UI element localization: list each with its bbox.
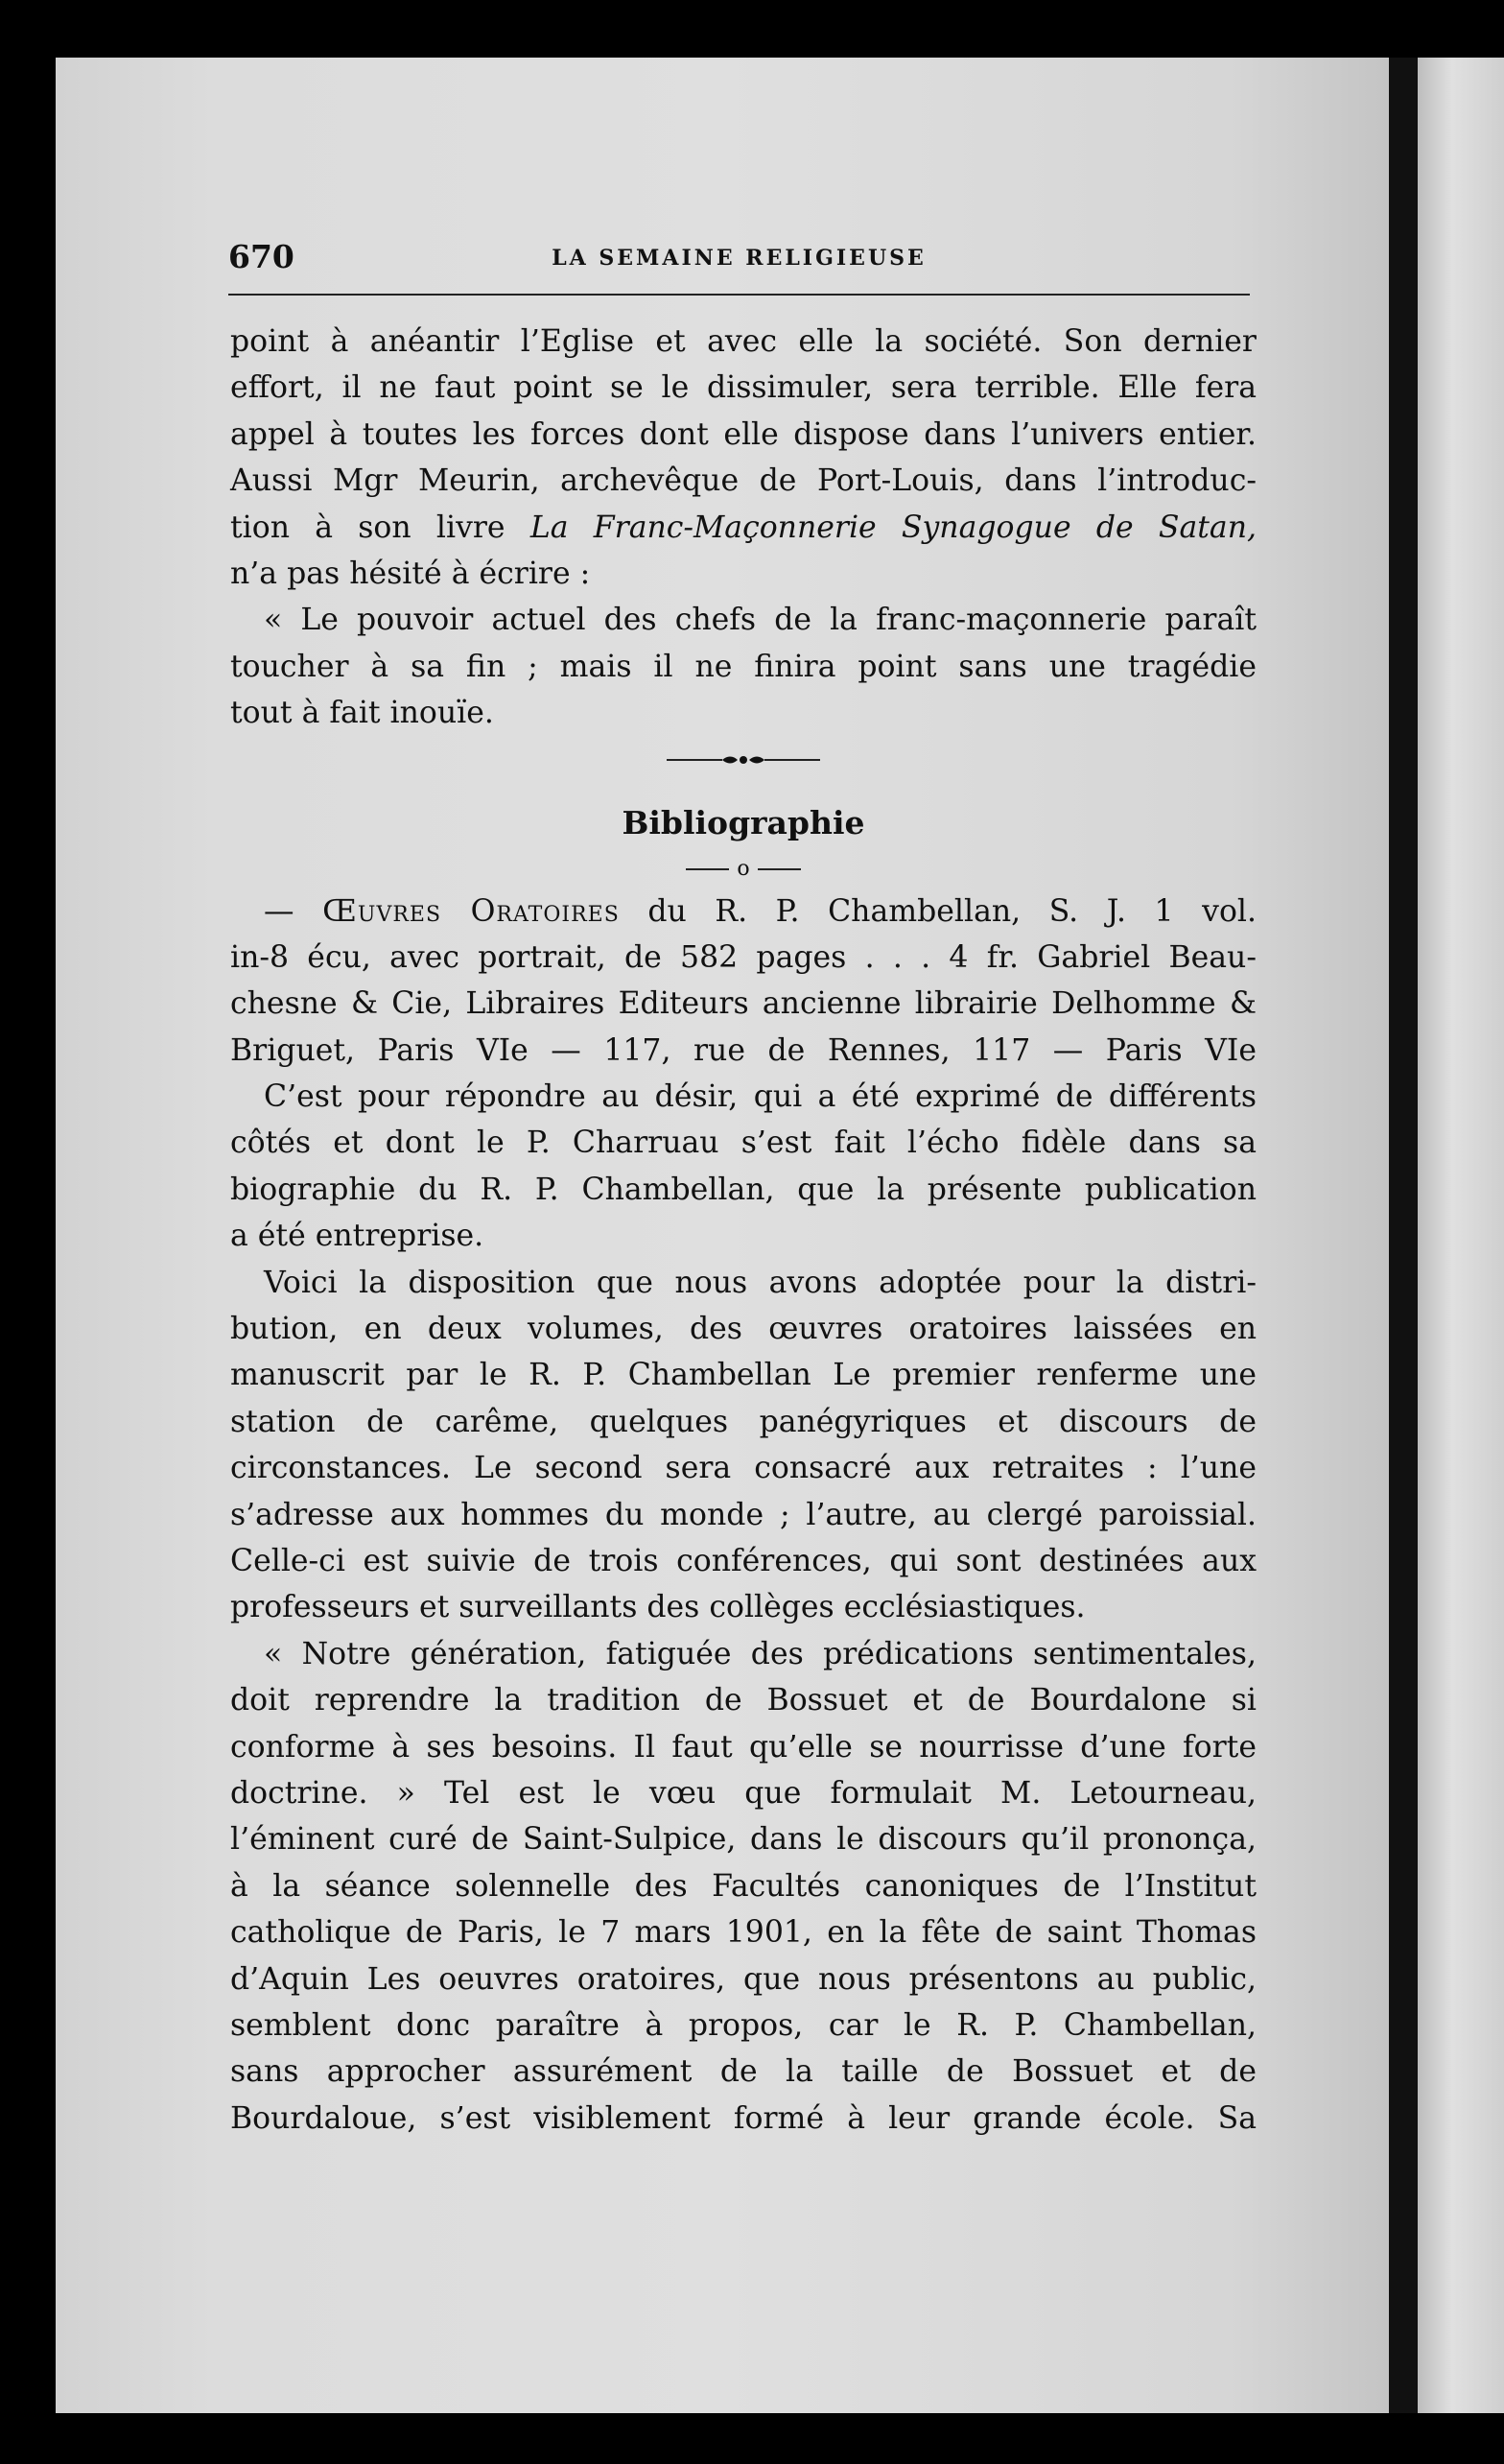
text-line: s’adresse aux hommes du monde ; l’autre, au clergé paroissial. — [230, 1497, 1257, 1532]
text-line — [230, 888, 1257, 935]
paragraph — [230, 1074, 1257, 1260]
text-segment: tion à son livre — [230, 509, 530, 545]
entry-dash: — — [264, 893, 323, 929]
book-title: La Franc-Maçonnerie Synagogue de Satan, — [529, 509, 1257, 545]
text-line: Aussi Mgr Meurin, archevêque de Port-Louis, dans l’introduc- — [230, 463, 1257, 499]
text-line: appel à toutes les forces dont elle dispose dans l’univers entier. — [230, 416, 1257, 452]
adjacent-page-edge — [1418, 58, 1504, 2413]
text-line: Voici la disposition que nous avons adoptée pour la distri- — [264, 1265, 1257, 1300]
text-line: point à anéantir l’Eglise et avec elle la société. Son dernier — [230, 324, 1257, 359]
text-line: doctrine. » Tel est le vœu que formulait M. Letourneau, — [230, 1775, 1257, 1811]
text-line: in-8 écu, avec portrait, de 582 pages . . . 4 fr. Gabriel Beau- — [230, 939, 1257, 975]
text-line: tout à fait inouïe. — [230, 696, 494, 731]
text-line: semblent donc paraître à propos, car le R. P. Chambellan, — [230, 2007, 1257, 2043]
paragraph-continuation — [230, 319, 1257, 597]
text-line: doit reprendre la tradition de Bossuet et de Bourdalone si — [230, 1683, 1257, 1718]
text-line: Briguet, Paris VIe — 117, rue de Rennes, 117 — Paris VIe — [230, 1032, 1257, 1068]
header-rule — [228, 294, 1250, 296]
text-line: chesne & Cie, Libraires Editeurs ancienne librairie Delhomme & — [230, 986, 1257, 1022]
text-line: « Notre génération, fatiguée des prédications sentimentales, — [264, 1636, 1257, 1671]
text-line: l’éminent curé de Saint-Sulpice, dans le discours qu’il prononça, — [230, 1822, 1257, 1858]
paragraph — [230, 1260, 1257, 1631]
text-line: C’est pour répondre au désir, qui a été exprimé de différents — [264, 1079, 1257, 1115]
text-line: catholique de Paris, le 7 mars 1901, en la fête de saint Thomas — [230, 1915, 1257, 1951]
text-line: côtés et dont le P. Charruau s’est fait l’écho fidèle dans sa — [230, 1125, 1257, 1161]
page-body — [230, 319, 1257, 2142]
text-line: circonstances. Le second sera consacré aux retraites : l’une — [230, 1451, 1257, 1486]
quotation — [230, 597, 1257, 736]
text-segment: du R. P. Chambellan, S. J. 1 vol. — [619, 893, 1257, 929]
section-divider — [230, 850, 1257, 888]
text-line: Bourdaloue, s’est visiblement formé à leur grande école. Sa — [230, 2100, 1257, 2136]
section-ornament — [230, 737, 1257, 796]
text-line: biographie du R. P. Chambellan, que la présente publication — [230, 1172, 1257, 1207]
text-line: d’Aquin Les oeuvres oratoires, que nous présentons au public, — [230, 1961, 1257, 1997]
text-line: toucher à sa fin ; mais il ne finira point sans une tragédie — [230, 649, 1257, 684]
entry-title: Œuvres Oratoires — [322, 893, 620, 929]
ornament-icon — [667, 750, 820, 770]
text-line: « Le pouvoir actuel des chefs de la franc-maçonnerie paraît — [264, 603, 1257, 638]
text-line: manuscrit par le R. P. Chambellan Le premier renferme une — [230, 1358, 1257, 1393]
text-line: Celle-ci est suivie de trois conférences, qui sont destinées aux — [230, 1543, 1257, 1578]
text-line: sans approcher assurément de la taille de Bossuet et de — [230, 2054, 1257, 2090]
text-line: effort, il ne faut point se le dissimuler, sera terrible. Elle fera — [230, 370, 1257, 406]
running-title: LA SEMAINE RELIGIEUSE — [552, 246, 927, 271]
text-line: bution, en deux volumes, des œuvres oratoires laissées en — [230, 1312, 1257, 1347]
text-line: station de carême, quelques panégyriques et discours de — [230, 1404, 1257, 1439]
text-line: à la séance solennelle des Facultés canoniques de l’Institut — [230, 1868, 1257, 1904]
bibliography-entry — [230, 888, 1257, 1075]
page-number: 670 — [228, 238, 294, 275]
section-title: Bibliographie — [622, 803, 865, 841]
text-line: a été entreprise. — [230, 1219, 484, 1254]
paragraph — [230, 1631, 1257, 2142]
divider-glyph: o — [737, 856, 750, 881]
gutter-shadow — [1389, 58, 1418, 2413]
text-line: conforme à ses besoins. Il faut qu’elle se nourrisse d’une forte — [230, 1729, 1257, 1765]
text-line: professeurs et surveillants des collèges ecclésiastiques. — [230, 1590, 1086, 1625]
page-header — [228, 238, 1250, 307]
text-line: n’a pas hésité à écrire : — [230, 556, 591, 591]
text-line — [230, 505, 1257, 551]
